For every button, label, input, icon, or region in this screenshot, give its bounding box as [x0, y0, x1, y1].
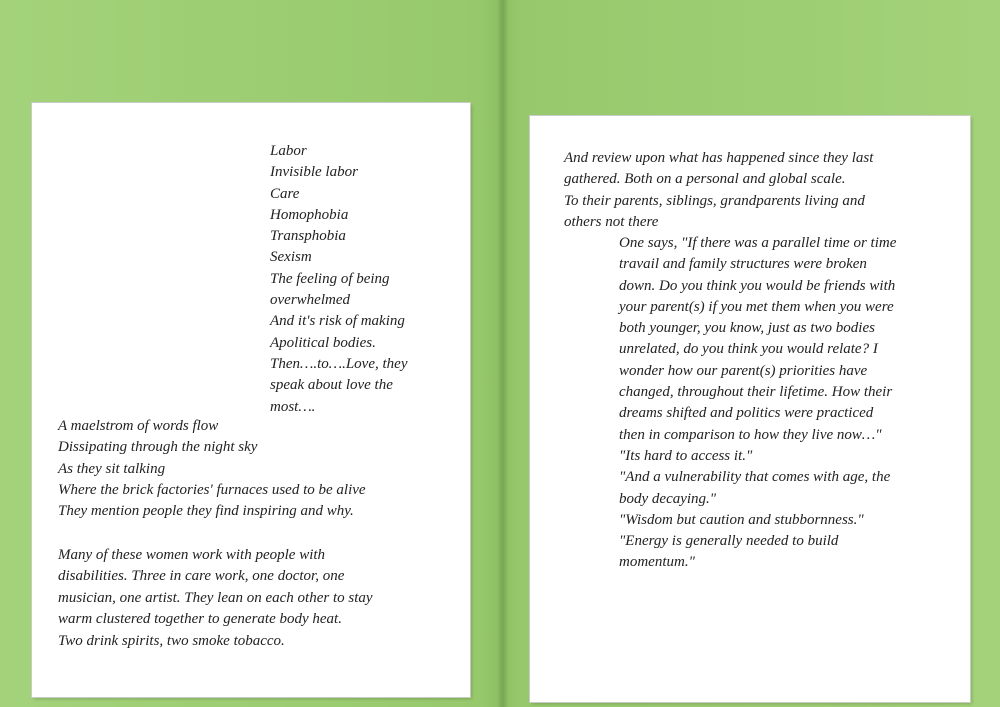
topic-list — [270, 141, 407, 418]
text-line: travail and family structures were broken — [619, 256, 867, 273]
text-line: momentum." — [619, 554, 695, 571]
poem-stanza — [58, 416, 366, 522]
text-line: your parent(s) if you met them when you were — [619, 298, 894, 315]
text-line: One says, "If there was a parallel time or time — [619, 235, 897, 251]
text-line: A maelstrom of words flow — [58, 418, 219, 434]
text-line: Many of these women work with people with — [58, 547, 326, 563]
list-line: Sexism — [270, 249, 312, 266]
text-line: "And a vulnerability that comes with age, the — [619, 469, 891, 486]
text-line: dreams shifted and politics were practiced — [619, 405, 874, 422]
text-line: wonder how our parent(s) priorities have — [619, 362, 868, 379]
text-line: both younger, you know, just as two bodies — [619, 320, 875, 337]
text-line: They mention people they find inspiring and why. — [58, 503, 354, 520]
list-line: Labor — [270, 143, 307, 159]
list-line: Transphobia — [270, 228, 346, 245]
text-line: And review upon what has happened since they last — [564, 150, 874, 166]
text-line: down. Do you think you would be friends with — [619, 277, 896, 294]
text-line: unrelated, do you think you would relate? I — [619, 341, 878, 358]
right-page — [530, 116, 970, 702]
text-line: To their parents, siblings, grandparents living and — [564, 192, 865, 209]
list-line: Apolitical bodies. — [270, 334, 376, 351]
text-line: changed, throughout their lifetime. How their — [619, 384, 893, 401]
text-line: others not there — [564, 213, 659, 230]
text-line: gathered. Both on a personal and global scale. — [564, 171, 846, 188]
text-line: disabilities. Three in care work, one doctor, one — [58, 568, 345, 585]
text-line: musician, one artist. They lean on each other to stay — [58, 589, 373, 606]
list-line: most…. — [270, 398, 316, 415]
list-line: Invisible labor — [270, 164, 358, 181]
list-line: Then….to….Love, they — [270, 355, 408, 372]
quote-block — [619, 233, 896, 574]
list-line: And it's risk of making — [270, 313, 405, 330]
left-page — [32, 103, 470, 697]
list-line: speak about love the — [270, 377, 393, 394]
intro-paragraph — [564, 148, 873, 233]
list-line: overwhelmed — [270, 292, 350, 309]
list-line: Homophobia — [270, 206, 349, 223]
text-line: Where the brick factories' furnaces used to be alive — [58, 481, 366, 498]
text-line: "Wisdom but caution and stubbornness." — [619, 511, 864, 528]
text-line: "Its hard to access it." — [619, 447, 753, 464]
list-line: The feeling of being — [270, 270, 390, 287]
text-line: Two drink spirits, two smoke tobacco. — [58, 632, 285, 649]
paragraph — [58, 545, 373, 652]
book-gutter — [497, 0, 509, 707]
text-line: "Energy is generally needed to build — [619, 533, 839, 550]
text-line: As they sit talking — [58, 460, 166, 477]
list-line: Care — [270, 185, 300, 202]
text-line: body decaying." — [619, 490, 717, 507]
text-line: then in comparison to how they live now…" — [619, 426, 882, 443]
text-line: warm clustered together to generate body heat. — [58, 611, 342, 628]
text-line: Dissipating through the night sky — [58, 439, 258, 456]
